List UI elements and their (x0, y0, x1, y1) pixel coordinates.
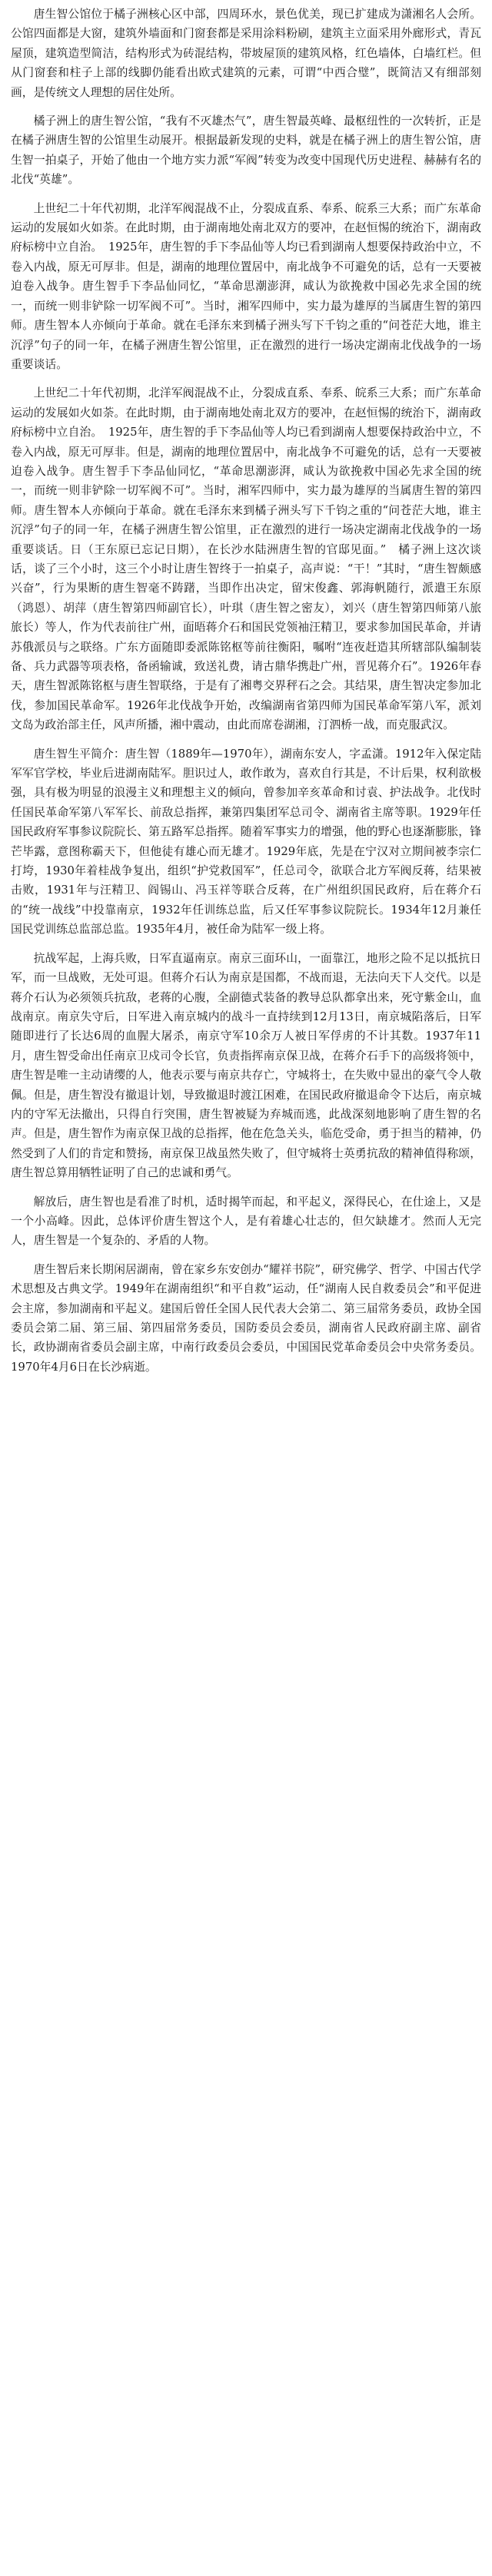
section-nanjing-defense (11, 949, 481, 1183)
paragraph: 唐生智后来长期闲居湖南，曾在家乡东安创办“耀祥书院”，研究佛学、哲学、中国古代学术思想及古典文学。1949年在湖南组织“和平自救”运动，任“湖南人民自救委员会”和平促进会主席，参加湖南和平起义。建国后曾任全国人民代表大会第二、第三届常务委员，政协全国委员会第二届、第三届、第四届常务委员，国防委员会委员，湖南省人民政府副主席、副省长，政协湖南省委员会副主席，中南行政委员会委员，中国国民党革命委员会中央常务委员。1970年4月6日在长沙病逝。 (11, 1262, 481, 1374)
paragraph: 解放后，唐生智也是看准了时机，适时揭竿而起，和平起义，深得民心，在仕途上，又是一个小高峰。因此，总体评价唐生智这个人，是有着雄心壮志的，但欠缺雄才。然而人无完人，唐生智是一个复杂的、矛盾的人物。 (11, 1195, 481, 1248)
paragraph: 上世纪二十年代初期，北洋军阀混战不止，分裂成直系、奉系、皖系三大系；而广东革命运动的发展如火如荼。在此时期，由于湖南地处南北双方的要冲，在赵恒惕的统治下，湖南政府标榜中立自治。 1925年，唐生智的手下李品仙等人均已看到湖南人想要保持政治中立，不卷入内战，原无可厚非。但是，湖南的地理位置居中，南北战争不可避免的话，总有一天要被迫卷入战争。唐生智手下李品仙同忆，“革命思潮澎湃，咸认为欲挽救中国必先求全国的统一，而统一则非铲除一切军阀不可”。当时，湘军四师中，实力最为雄厚的当属唐生智的第四师。唐生智本人亦倾向于革命。就在毛泽东来到橘子洲头写下千钧之重的“问苍茫大地，谁主沉浮”句子的同一年，在橘子洲唐生智公馆里，正在激烈的进行一场决定湖南北伐战争的一场重要谈话。 (11, 201, 481, 371)
section-biography (11, 744, 481, 940)
paragraph: 上世纪二十年代初期，北洋军阀混战不止，分裂成直系、奉系、皖系三大系；而广东革命运动的发展如火如荼。在此时期，由于湖南地处南北双方的要冲，在赵恒惕的统治下，湖南政府标榜中立自治。 1925年，唐生智的手下李品仙等人均已看到湖南人想要保持政治中立，不卷入内战，原无可厚非。但是，湖南的地理位置居中，南北战争不可避免的话，总有一天要被迫卷入战争。唐生智手下李品仙同忆，“革命思潮澎湃，咸认为欲挽救中国必先求全国的统一，而统一则非铲除一切军阀不可”。当时，湘军四师中，实力最为雄厚的当属唐生智的第四师。唐生智本人亦倾向于革命。就在毛泽东来到橘子洲头写下千钧之重的“问苍茫大地，谁主沉浮”句子的同一年，在橘子洲唐生智公馆里，正在激烈的进行一场决定湖南北伐战争的一场重要谈话。日（王东原已忘记日期），在长沙水陆洲唐生智的官邸见面。” 橘子洲上这次谈话，谈了三个小时，这三个小时让唐生智终于一拍桌子，高声说：“干！”其时，“唐生智颇感兴奋”，行为果断的唐生智毫不踌躇，当即作出决定，留宋俊鑫、郭海帆随行，派遣王东原（鸿恩）、胡萍（唐生智第四师副官长），叶琪（唐生智之密友），刘兴（唐生智第四师第八旅旅长）等人，作为代表前往广州，面晤蒋介石和国民党领袖汪精卫，要求参加国民革命，并请苏俄派员与之联络。广东方面随即委派陈铭枢等前往衡阳，嘱咐“连夜赶造其所辖部队编制装备、兵力武器等项表格，备函输诚，致送礼费，请古鼎华携赴广州，晋见蒋介石”。1926年春天，唐生智派陈铭枢与唐生智联络，于是有了湘粤交界秤石之会。其结果，唐生智决定参加北伐，参加国民革命军。1926年北伐战争开始，改编湖南省第四师为国民革命军第八军，派刘文岛为政治部主任，风声所播，湘中震动，由此而席卷湖湘，汀泗桥一战，而克服武汉。 (11, 386, 481, 732)
section-gongguan-architecture (11, 5, 481, 102)
section-evaluation (11, 1192, 481, 1251)
paragraph: 唐生智公馆位于橘子洲核心区中部，四周环水，景色优美，现已扩建成为潇湘名人会所。公馆四面都是大窗，建筑外墙面和门窗套都是采用涂料粉刷，建筑主立面采用外廊形式，青瓦屋顶，建筑造型简洁，结构形式为砖混结构，带坡屋顶的建筑风格，红色墙体，白墙红栏。但从门窗套和柱子上部的线脚仍能看出欧式建筑的元素，可谓“中西合璧”，既简洁又有细部刻画，是传统文人理想的居住处所。 (11, 8, 481, 99)
paragraph: 唐生智生平简介：唐生智（1889年—1970年），湖南东安人，字孟潇。1912年入保定陆军军官学校，毕业后进湖南陆军。胆识过人，敢作敢为，喜欢自行其是，不计后果，权利欲极强，具有极为明显的浪漫主义和理想主义的倾向，曾参加辛亥革命和讨袁、护法战争。北伐时任国民革命军第八军军长、前敌总指挥，兼第四集团军总司令、湖南省主席等职。1929年任国民政府军事参议院院长、第五路军总指挥。随着军事实力的增强，他的野心也逐渐膨胀，锋芒毕露，意图称霸天下，但他徒有雄心而无雄才。1929年底，先是在宁汉对立期间被李宗仁打垮，1930年着桂战争复出，组织“护党救国军”，任总司令，欲联合北方军阀反蒋，结果被击败，1931年与汪精卫、阎锡山、冯玉祥等联合反蒋，在广州组织国民政府，后在蒋介石的“统一战线”中投靠南京，1932年任训练总监，后又任军事参议院院长。1934年12月兼任国民党训练总监部总监。1935年4月，被任命为陆军一级上将。 (11, 747, 481, 937)
paragraph: 橘子洲上的唐生智公馆，“我有不灭雄杰气”，唐生智最英峰、最枢纽性的一次转折，正是在橘子洲唐生智的公馆里生动展开。根据最新发现的史料，就是在橘子洲上的唐生智公馆，唐生智一拍桌子，开始了他由一个地方实力派“军阀”转变为改变中国现代历史进程、赫赫有名的北伐“英雄”。 (11, 114, 481, 187)
section-later-life (11, 1260, 481, 1377)
section-background-repeat (11, 383, 481, 734)
section-turning-point (11, 111, 481, 190)
paragraph: 抗战军起，上海兵败，日军直逼南京。南京三面环山，一面靠江，地形之险不足以抵抗日军，而一旦战败，无处可退。但蒋介石认为南京是国都，不战而退，无法向天下人交代。以是蒋介石认为必须领兵抗敌，老蒋的心腹，全副德式装备的教导总队都拿出来，死守紫金山，血战南京。南京失守后，日军进入南京城内的战斗一直持续到12月13日，南京城陷落后，日军随即进行了长达6周的血腥大屠杀，南京守军10余万人被日军俘虏的不计其数。1937年11月，唐生智受命出任南京卫戍司令长官，负责指挥南京保卫战，在蒋介石手下的高级将领中，唐生智是唯一主动请缨的人，他表示要与南京共存亡，守城将士，在失败中显出的豪气令人敬佩。但是，唐生智没有撤退计划，导致撤退时渡江困难，在国民政府撤退命令下达后，南京城内的守军无法撤出，只得自行突围，唐生智被疑为弃城而逃，此战深刻地影响了唐生智的名声。但是，唐生智作为南京保卫战的总指挥，他在危急关头，临危受命，勇于担当的精神，仍然受到了人们的肯定和赞扬，南京保卫战虽然失败了，但守城将士英勇抗敌的精神值得称颂，唐生智总算用牺牲证明了自己的忠诚和勇气。 (11, 951, 481, 1180)
section-background (11, 199, 481, 375)
